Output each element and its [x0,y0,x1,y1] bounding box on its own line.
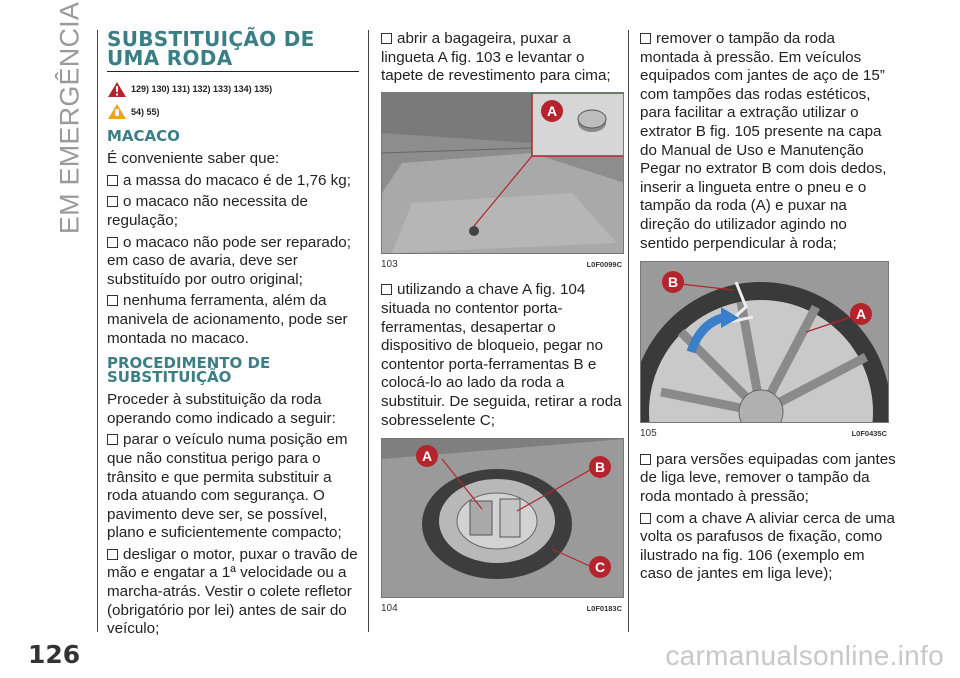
procedure-intro: Proceder à substituição da roda operando como indicado a seguir: [107,391,336,427]
figure-105 [640,261,889,423]
figure-number: 104 [381,603,398,615]
checkbox-bullet-icon [107,434,118,445]
figure-104 [381,438,624,598]
figure-caption [381,256,624,275]
figure-number: 103 [381,258,398,270]
title-line-2: UMA RODA [107,46,233,70]
list-item: a massa do macaco é de 1,76 kg; [107,172,359,191]
title-line-1: SUBSTITUIÇÃO DE [107,27,315,51]
checkbox-bullet-icon [107,549,118,560]
list-item: desligar o motor, puxar o travão de mão e engatar a 1ª velocidade ou a marcha-atrás. Vestir o colete refletor (obrigatório por lei) antes de sair do veículo; [107,545,358,638]
attention-references [107,103,359,122]
intro-text: É conveniente saber que: [107,150,280,168]
margin-rule [97,30,98,632]
figure-103 [381,92,624,254]
figure-label-a: A [421,448,433,465]
figure-code: L0F0099C [586,259,622,269]
figure-label-a: A [546,102,558,119]
column-divider [628,30,629,632]
figure-caption [381,600,624,619]
figure-label-a: A [855,306,867,323]
figure-label-b: B [594,459,606,476]
left-column [107,27,359,642]
checkbox-bullet-icon [381,284,392,295]
page-number: 126 [28,640,81,669]
list-item: remover o tampão da roda montada à pressão. Em veículos equipados com jantes de aço de 15” com tampões das rodas estéticos, para facilitar a extração utilizar o extrator B fig. 105 presente na capa do Manual de Uso e Manutenção Pegar no extrator B com dois dedos, inserir a lingueta entre o pneu e o tampão da roda (A) e puxar na direção do utilizador agindo no sentido perpendicular à roda; [640,30,887,252]
figure-code: L0F0183C [586,604,622,614]
list-item: parar o veículo numa posição em que não constitua perigo para o trânsito e que permita substituir a roda atuando com segurança. O pavimento deve ser, se possível, plano e suficientemente compacto; [107,431,348,542]
list-item: abrir a bagageira, puxar a lingueta A fig. 103 e levantar o tapete de revestimento para cima; [381,30,611,85]
hubcap-illustration [641,262,888,422]
figure-label-b: B [667,274,679,291]
right-column [640,30,898,587]
list-item: utilizando a chave A fig. 104 situada no contentor porta-ferramentas, desapertar o dispositivo de bloqueio, pegar no contentor porta-ferramentas B e colocá-lo ao lado da roda a substituir. De seguida, retirar a roda sobresselente C; [381,281,622,429]
checkbox-bullet-icon [107,237,118,248]
spare-wheel-illustration [382,439,624,597]
attention-hand-icon [107,103,127,120]
list-item: o macaco não necessita de regulação; [107,193,308,229]
checkbox-bullet-icon [640,33,651,44]
checkbox-bullet-icon [640,513,651,524]
section-tab [48,1,92,235]
list-item: o macaco não pode ser reparado; em caso de avaria, deve ser substituído por outro original; [107,233,351,288]
figure-caption [640,425,889,444]
checkbox-bullet-icon [381,33,392,44]
title-rule [107,71,359,72]
trunk-illustration [382,93,624,253]
section-heading-procedure: PROCEDIMENTO DE SUBSTITUIÇÃO [107,354,271,387]
figure-code: L0F0435C [851,429,887,439]
list-item: para versões equipadas com jantes de liga leve, remover o tampão da roda montado à pressão; [640,450,896,505]
middle-column [381,30,624,626]
list-item: nenhuma ferramenta, além da manivela de acionamento, pode ser montada no macaco. [107,292,348,347]
warning-refs-text: 129) 130) 131) 132) 133) 134) 135) [131,84,273,94]
checkbox-bullet-icon [640,454,651,465]
watermark: carmanualsonline.info [665,640,944,671]
section-tab-label: EM EMERGÊNCIA [54,1,85,235]
warning-triangle-icon [107,81,127,98]
column-divider [368,30,369,632]
figure-number: 105 [640,428,657,440]
list-item: com a chave A aliviar cerca de uma volta os parafusos de fixação, como ilustrado na fig. 106 (exemplo em caso de jantes em liga leve); [640,509,895,583]
section-heading-jack: MACACO [107,127,180,146]
warning-references [107,80,359,99]
checkbox-bullet-icon [107,175,118,186]
page-title [107,27,359,70]
checkbox-bullet-icon [107,295,118,306]
attention-refs-text: 54) 55) [131,106,160,117]
figure-label-c: C [594,559,606,576]
checkbox-bullet-icon [107,196,118,207]
